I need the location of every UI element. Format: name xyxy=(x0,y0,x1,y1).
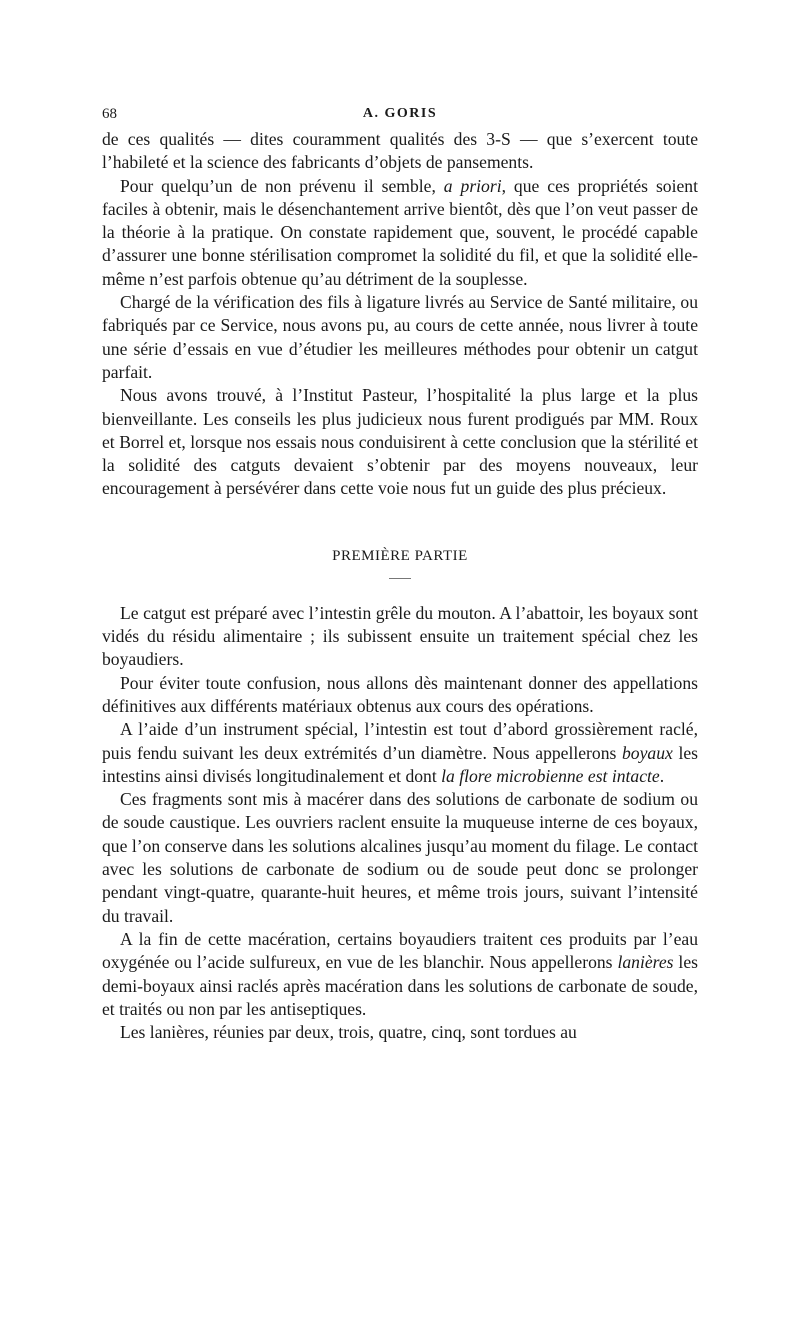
italic-term: lanières xyxy=(617,952,674,973)
paragraph: Chargé de la vérification des fils à ligature livrés au Service de Santé militaire, ou fabriqués par ce Service, nous avons pu, au cours de cette année, nous livrer à toute une série d’essais en vue d’étudier les meilleures méthodes pour obtenir un catgut parfait. xyxy=(102,292,698,382)
paragraph: Nous avons trouvé, à l’Institut Pasteur, l’hospitalité la plus large et la plus bienveillante. Les conseils les plus judicieux nous furent prodigués par MM. Roux et Borrel et, lorsque nos essais nous conduisirent à cette conclusion que la stérilité et la solidité des catguts devaient s’obtenir par des moyens nouveaux, leur encouragement à persévérer dans cette voie nous fut un guide des plus précieux. xyxy=(102,385,698,499)
paragraph-text: , que ces propriétés soient faciles à obtenir, mais le désenchantement arrive bientôt, dès que l’on veut passer de la théorie à la pratique. On constate rapidement que, souvent, le procédé capable d’assurer une bonne stérilisation compromet la solidité du fil, et que la solidité elle-même n’est parfois obtenue qu’au détriment de la souplesse. xyxy=(102,175,698,289)
italic-term: boyaux xyxy=(622,742,673,763)
paragraph: Les lanières, réunies par deux, trois, quatre, cinq, sont tordues au xyxy=(120,1022,577,1043)
paragraph-text: A la fin de cette macération, certains boyaudiers traitent ces produits par l’eau oxygénée ou l’acide sulfureux, en vue de les blanchir. Nous appellerons xyxy=(102,928,698,973)
paragraph: de ces qualités — dites couramment qualités des 3-S — que s’exercent toute l’habileté et la science des fabricants d’objets de pansements. xyxy=(102,129,698,173)
paragraph-text: . xyxy=(659,765,665,786)
italic-term: a priori xyxy=(443,175,502,196)
paragraph-text: les demi-boyaux ainsi raclés après macération dans les solutions de carbonate de soude, et traités ou non par les antiseptiques. xyxy=(102,952,698,1019)
running-header-author: A. GORIS xyxy=(362,106,438,121)
paragraph-text: les intestins ainsi divisés longitudinalement et dont xyxy=(102,742,698,786)
running-header xyxy=(102,102,698,128)
paragraph: Le catgut est préparé avec l’intestin grêle du mouton. A l’abattoir, les boyaux sont vidés du résidu alimentaire ; ils subissent ensuite un traitement spécial chez les boyaudiers. xyxy=(102,602,698,670)
paragraph xyxy=(102,928,698,1021)
paragraph-text: A l’aide d’un instrument spécial, l’intestin est tout d’abord grossièrement raclé, puis fendu suivant les deux extrémités d’un diamètre. Nous appellerons xyxy=(102,719,698,763)
paragraph-text: Pour quelqu’un de non prévenu il semble, xyxy=(120,175,444,196)
italic-term: la flore microbienne est intacte xyxy=(441,765,660,786)
paragraph xyxy=(102,175,698,291)
paragraph: Pour éviter toute confusion, nous allons dès maintenant donner des appellations définitives aux différents matériaux obtenus aux cours des opérations. xyxy=(102,672,698,716)
paragraph xyxy=(102,718,698,788)
page-number: 68 xyxy=(102,106,117,122)
paragraph: Ces fragments sont mis à macérer dans des solutions de carbonate de sodium ou de soude caustique. Les ouvriers raclent ensuite la muqueuse interne de ces boyaux, que l’on conserve dans les solutions alcalines jusqu’au moment du filage. Le contact avec les solutions de carbonate de sodium ou de soude peut donc se prolonger pendant vingt-quatre, quarante-huit heures, et même trois jours, suivant l’intensité du travail. xyxy=(102,789,698,926)
book-page xyxy=(102,102,698,1044)
section-heading: PREMIÈRE PARTIE xyxy=(102,546,698,579)
